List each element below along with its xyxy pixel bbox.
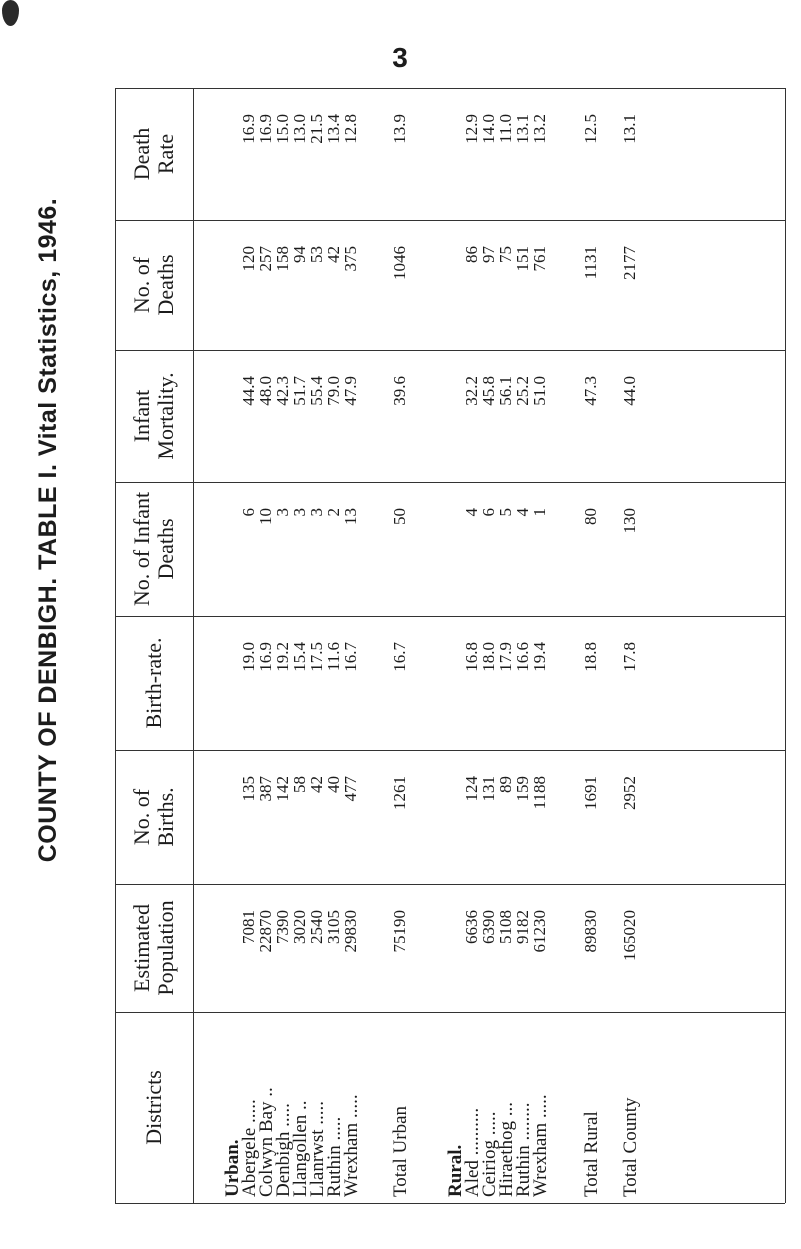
cell-infant_mortality: 44.0	[620, 376, 639, 406]
cell-deaths: 75	[496, 246, 515, 263]
column-divider	[115, 88, 116, 1203]
cell-pop: 75190	[390, 910, 409, 953]
cell-deaths: 2177	[620, 246, 639, 280]
cell-infant_mortality: 48.0	[256, 376, 275, 406]
column-header-line: Estimated	[129, 904, 154, 992]
district-name: Total Urban	[390, 1105, 411, 1197]
district-name: Wrexham .....	[530, 1094, 551, 1197]
district-name: Aled ..........	[462, 1107, 483, 1197]
column-header-line: Rate	[153, 133, 178, 175]
cell-infant_deaths: 80	[581, 508, 600, 525]
cell-deaths: 158	[273, 246, 292, 272]
cell-infant_deaths: 130	[620, 508, 639, 534]
cell-infant_deaths: 3	[307, 508, 326, 517]
column-header-line: Births.	[153, 787, 178, 847]
cell-death_rate: 13.0	[290, 114, 309, 144]
cell-infant_mortality: 47.3	[581, 376, 600, 406]
column-header-line: Districts	[141, 1070, 166, 1145]
cell-births: 142	[273, 776, 292, 802]
row-divider	[115, 1203, 785, 1204]
cell-pop: 89830	[581, 910, 600, 953]
cell-infant_deaths: 4	[462, 508, 481, 517]
cell-birth_rate: 18.0	[479, 642, 498, 672]
column-header-birth_rate	[124, 616, 184, 750]
row-divider	[115, 350, 785, 351]
cell-infant_mortality: 45.8	[479, 376, 498, 406]
cell-infant_mortality: 39.6	[390, 376, 409, 406]
cell-death_rate: 16.9	[256, 114, 275, 144]
cell-deaths: 375	[341, 246, 360, 272]
cell-death_rate: 15.0	[273, 114, 292, 144]
column-header-line: Birth-rate.	[141, 637, 166, 729]
cell-births: 131	[479, 776, 498, 802]
cell-births: 135	[239, 776, 258, 802]
cell-death_rate: 12.5	[581, 114, 600, 144]
cell-birth_rate: 17.8	[620, 642, 639, 672]
row-divider	[115, 616, 785, 617]
cell-pop: 3020	[290, 910, 309, 944]
cell-death_rate: 16.9	[239, 114, 258, 144]
cell-infant_mortality: 47.9	[341, 376, 360, 406]
cell-pop: 2540	[307, 910, 326, 944]
column-header-line: Mortality.	[153, 372, 178, 460]
row-divider	[115, 482, 785, 483]
cell-births: 477	[341, 776, 360, 802]
cell-pop: 9182	[513, 910, 532, 944]
cell-death_rate: 12.9	[462, 114, 481, 144]
cell-pop: 6636	[462, 910, 481, 944]
page-number: 3	[392, 42, 408, 73]
cell-infant_deaths: 6	[479, 508, 498, 517]
cell-infant_deaths: 1	[530, 508, 549, 517]
row-divider	[115, 1012, 785, 1013]
cell-pop: 7390	[273, 910, 292, 944]
page-title: COUNTY OF DENBIGH. TABLE I. Vital Statistics, 1946.	[34, 197, 62, 863]
cell-pop: 29830	[341, 910, 360, 953]
column-header-infant_deaths	[124, 482, 184, 616]
cell-births: 40	[324, 776, 343, 793]
cell-birth_rate: 16.7	[341, 642, 360, 672]
cell-births: 89	[496, 776, 515, 793]
cell-death_rate: 12.8	[341, 114, 360, 144]
cell-birth_rate: 19.2	[273, 642, 292, 672]
column-header-line: Deaths	[153, 254, 178, 316]
cell-births: 58	[290, 776, 309, 793]
cell-births: 159	[513, 776, 532, 802]
column-header-line: No. of	[129, 256, 154, 314]
cell-deaths: 1131	[581, 246, 600, 280]
cell-infant_mortality: 44.4	[239, 376, 258, 406]
column-header-line: Infant	[129, 389, 154, 443]
column-header-death_rate	[124, 88, 184, 220]
cell-deaths: 53	[307, 246, 326, 263]
cell-births: 1691	[581, 776, 600, 810]
column-header-line: Population	[153, 900, 178, 996]
cell-births: 1188	[530, 776, 549, 810]
cell-infant_deaths: 5	[496, 508, 515, 517]
cell-deaths: 97	[479, 246, 498, 263]
cell-pop: 3105	[324, 910, 343, 944]
row-divider	[115, 220, 785, 221]
district-name: Denbigh .....	[273, 1103, 294, 1197]
cell-births: 387	[256, 776, 275, 802]
cell-birth_rate: 17.5	[307, 642, 326, 672]
cell-death_rate: 13.9	[390, 114, 409, 144]
cell-births: 2952	[620, 776, 639, 810]
cell-infant_deaths: 50	[390, 508, 409, 525]
cell-deaths: 86	[462, 246, 481, 263]
cell-births: 1261	[390, 776, 409, 810]
cell-infant_mortality: 42.3	[273, 376, 292, 406]
cell-infant_deaths: 4	[513, 508, 532, 517]
cell-infant_mortality: 32.2	[462, 376, 481, 406]
district-name: Colwyn Bay ..	[256, 1087, 277, 1197]
column-header-births	[124, 750, 184, 884]
cell-death_rate: 14.0	[479, 114, 498, 144]
cell-death_rate: 13.2	[530, 114, 549, 144]
cell-infant_mortality: 79.0	[324, 376, 343, 406]
vital-statistics-table	[115, 88, 785, 1203]
cell-infant_deaths: 3	[290, 508, 309, 517]
district-name: Llanrwst .....	[307, 1100, 328, 1197]
district-name: Llangollen ..	[290, 1100, 311, 1197]
cell-death_rate: 11.0	[496, 114, 515, 144]
section-heading: Urban.	[222, 1139, 243, 1197]
column-header-deaths	[124, 220, 184, 350]
cell-births: 42	[307, 776, 326, 793]
cell-deaths: 761	[530, 246, 549, 272]
cell-pop: 165020	[620, 910, 639, 961]
column-header-pop	[124, 884, 184, 1012]
cell-birth_rate: 16.6	[513, 642, 532, 672]
cell-deaths: 151	[513, 246, 532, 272]
cell-deaths: 94	[290, 246, 309, 263]
cell-deaths: 257	[256, 246, 275, 272]
cell-infant_mortality: 51.0	[530, 376, 549, 406]
section-heading: Rural.	[445, 1144, 466, 1197]
cell-death_rate: 13.1	[513, 114, 532, 144]
cell-infant_mortality: 25.2	[513, 376, 532, 406]
column-header-line: Deaths	[153, 518, 178, 580]
cell-birth_rate: 16.9	[256, 642, 275, 672]
cell-infant_mortality: 51.7	[290, 376, 309, 406]
cell-death_rate: 21.5	[307, 114, 326, 144]
ink-blot	[2, 0, 19, 26]
column-divider	[193, 88, 194, 1203]
district-name: Abergele .....	[239, 1099, 260, 1197]
cell-infant_deaths: 3	[273, 508, 292, 517]
cell-infant_deaths: 6	[239, 508, 258, 517]
column-header-line: Death	[129, 127, 154, 181]
cell-deaths: 120	[239, 246, 258, 272]
cell-birth_rate: 15.4	[290, 642, 309, 672]
cell-deaths: 1046	[390, 246, 409, 280]
cell-birth_rate: 17.9	[496, 642, 515, 672]
cell-pop: 22870	[256, 910, 275, 953]
cell-pop: 7081	[239, 910, 258, 944]
cell-death_rate: 13.1	[620, 114, 639, 144]
cell-birth_rate: 18.8	[581, 642, 600, 672]
district-name: Ceiriog .....	[479, 1111, 500, 1197]
row-divider	[115, 750, 785, 751]
cell-birth_rate: 19.4	[530, 642, 549, 672]
cell-infant_mortality: 55.4	[307, 376, 326, 406]
cell-birth_rate: 16.8	[462, 642, 481, 672]
district-name: Ruthin .....	[324, 1116, 345, 1197]
row-divider	[115, 884, 785, 885]
cell-deaths: 42	[324, 246, 343, 263]
cell-pop: 5108	[496, 910, 515, 944]
cell-infant_deaths: 2	[324, 508, 343, 517]
cell-infant_mortality: 56.1	[496, 376, 515, 406]
column-divider	[785, 88, 786, 1203]
column-header-line: No. of	[129, 788, 154, 846]
cell-birth_rate: 19.0	[239, 642, 258, 672]
row-divider	[115, 88, 785, 89]
district-name: Total Rural	[581, 1111, 602, 1197]
cell-birth_rate: 16.7	[390, 642, 409, 672]
cell-births: 124	[462, 776, 481, 802]
district-name: Total County	[620, 1097, 641, 1197]
column-header-district	[124, 1012, 184, 1203]
cell-death_rate: 13.4	[324, 114, 343, 144]
district-name: Ruthin ........	[513, 1102, 534, 1197]
cell-pop: 61230	[530, 910, 549, 953]
cell-infant_deaths: 13	[341, 508, 360, 525]
column-header-infant_mortality	[124, 350, 184, 482]
column-header-line: No. of Infant	[129, 491, 154, 607]
district-name: Hiraethog ...	[496, 1102, 517, 1197]
cell-infant_deaths: 10	[256, 508, 275, 525]
cell-pop: 6390	[479, 910, 498, 944]
district-name: Wrexham .....	[341, 1094, 362, 1197]
cell-birth_rate: 11.6	[324, 642, 343, 672]
